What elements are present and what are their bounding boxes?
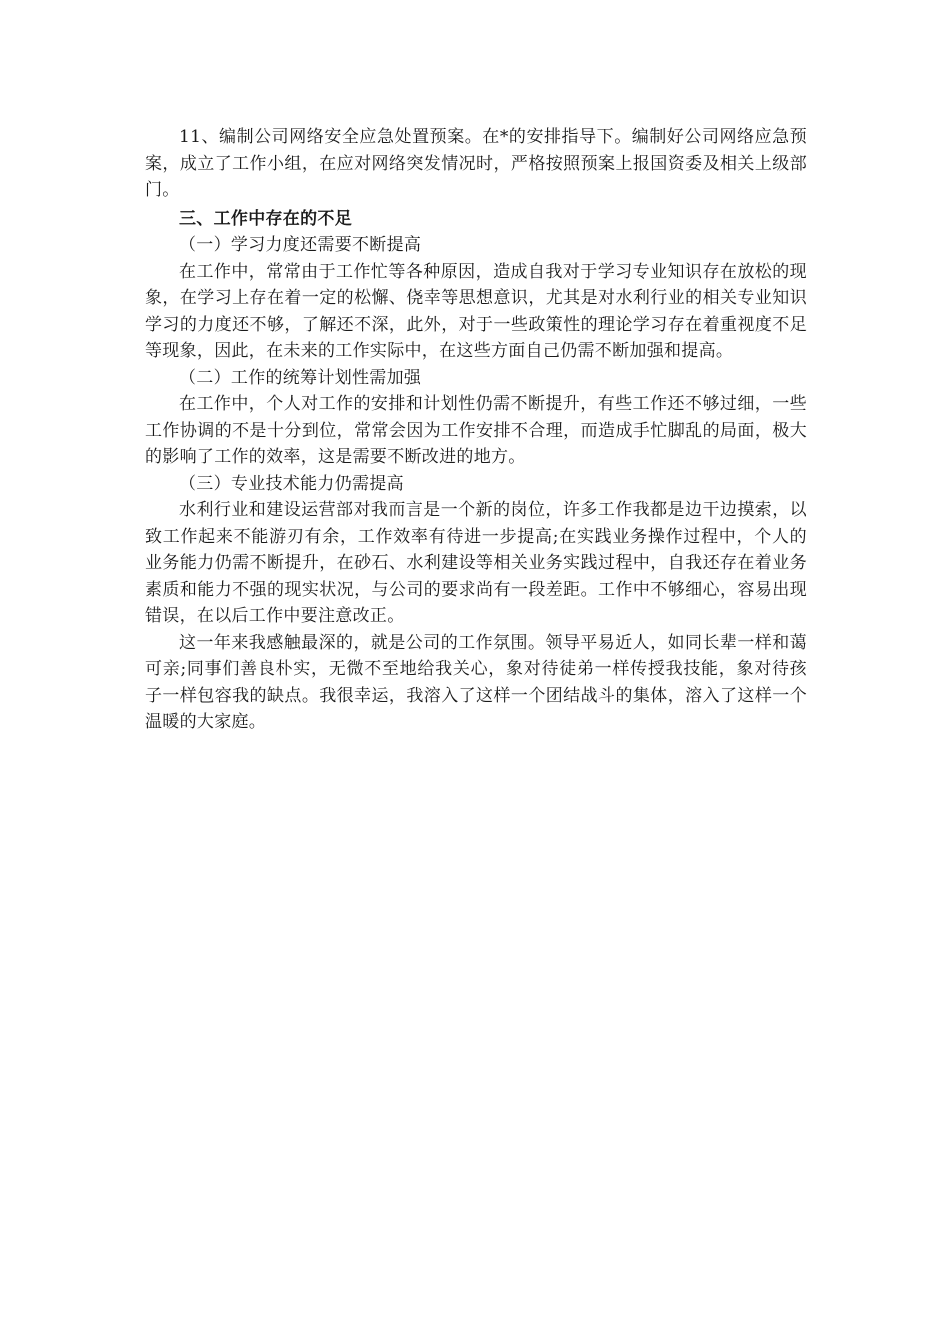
paragraph-study: 在工作中，常常由于工作忙等各种原因，造成自我对于学习专业知识存在放松的现象，在学习上存在着一定的松懈、侥幸等思想意识，尤其是对水利行业的相关专业知识学习的力度还不够，了解还不深，此外，对于一些政策性的理论学习存在着重视度不足等现象，因此，在未来的工作实际中，在这些方面自己仍需不断加强和提高。	[145, 261, 807, 361]
paragraph-item-11: 11、编制公司网络安全应急处置预案。在*的安排指导下。编制好公司网络应急预案，成立了工作小组，在应对网络突发情况时，严格按照预案上报国资委及相关上级部门。	[145, 127, 807, 200]
subheading-1: （一）学习力度还需要不断提高	[179, 235, 422, 255]
paragraph-skills: 水利行业和建设运营部对我而言是一个新的岗位，许多工作我都是边干边摸索，以致工作起来不能游刃有余，工作效率有待进一步提高;在实践业务操作过程中，个人的业务能力仍需不断提升，在砂石、水利建设等相关业务实践过程中，自我还存在着业务素质和能力不强的现实状况，与公司的要求尚有一段差距。工作中不够细心，容易出现错误，在以后工作中要注意改正。	[145, 500, 807, 626]
document-body	[145, 124, 807, 736]
paragraph-planning: 在工作中，个人对工作的安排和计划性仍需不断提升，有些工作还不够过细，一些工作协调的不是十分到位，常常会因为工作安排不合理，而造成手忙脚乱的局面，极大的影响了工作的效率，这是需要不断改进的地方。	[145, 394, 807, 467]
paragraph-closing: 这一年来我感触最深的，就是公司的工作氛围。领导平易近人，如同长辈一样和蔼可亲;同事们善良朴实，无微不至地给我关心，象对待徒弟一样传授我技能，象对待孩子一样包容我的缺点。我很幸运，我溶入了这样一个团结战斗的集体，溶入了这样一个温暖的大家庭。	[145, 632, 807, 732]
subheading-2: （二）工作的统筹计划性需加强	[179, 367, 422, 388]
subheading-3: （三）专业技术能力仍需提高	[179, 473, 404, 494]
section-heading-3: 三、工作中存在的不足	[179, 208, 352, 229]
